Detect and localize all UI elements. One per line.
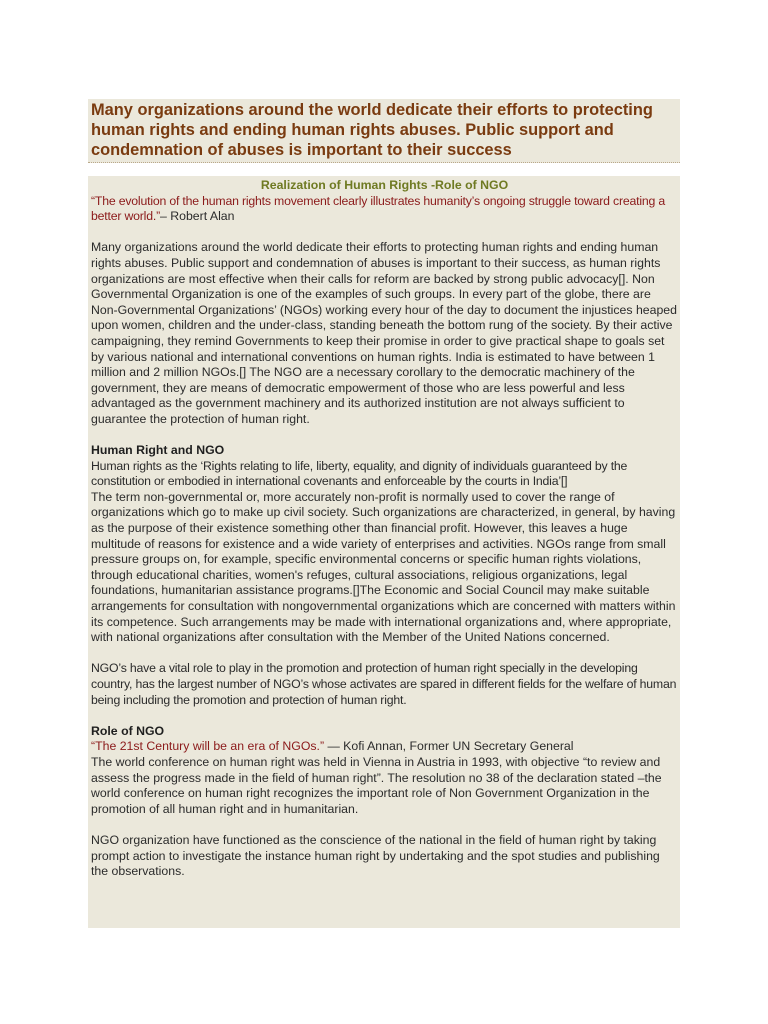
paragraph-3: NGO’s have a vital role to play in the promotion and protection of human right specially in the developing country, has the largest number of NGO’s whose activates are spared in different fields for the welfare of human being including the promotion and protection of human right. (91, 661, 677, 707)
role-quote-attribution: — Kofi Annan, Former UN Secretary General (324, 739, 574, 754)
article-body (88, 176, 680, 928)
paragraph-2b: The term non-governmental or, more accurately non-profit is normally used to cover the range of organizations which go to make up civil society. Such organizations are characterized, in general, by having as the purpose of their existence something other than financial profit. However, this leaves a huge multitude of reasons for existence and a wide variety of enterprises and activities. NGOs range from small pressure groups on, for example, specific environmental concerns or specific human rights violations, through educational charities, women's refuges, cultural associations, religious organizations, legal foundations, humanitarian assistance programs.[]The Economic and Social Council may make suitable arrangements for consultation with nongovernmental organizations which are concerned with matters within its competence. Such arrangements may be made with international organizations and, where appropriate, with national organizations after consultation with the Member of the United Nations concerned. (91, 489, 676, 645)
page-title: Many organizations around the world dedicate their efforts to protecting human rights and ending human rights abuses. Public support and condemnation of abuses is important to their success (91, 101, 653, 159)
paragraph-5: NGO organization have functioned as the conscience of the national in the field of human right by taking prompt action to investigate the instance human right by undertaking and the spot studies and publishing the observations. (91, 832, 660, 879)
intro-quote-attribution: – Robert Alan (159, 209, 235, 224)
paragraph-4: The world conference on human right was held in Vienna in Austria in 1993, with objective “to review and assess the progress made in the field of human right”. The resolution no 38 of the declaration stated –the world conference on human right recognizes the important role of Non Government Organization in the promotion of all human right and in humanitarian. (91, 754, 662, 816)
intro-quote: “The evolution of the human rights movement clearly illustrates humanity’s ongoing struggle toward creating a better world.” (91, 193, 665, 224)
paragraph-2a: Human rights as the ‘Rights relating to life, liberty, equality, and dignity of individuals guaranteed by the constitution or embodied in international covenants and enforceable by the courts in India’[] (91, 458, 628, 489)
role-quote-block (91, 739, 678, 755)
paragraph-1: Many organizations around the world dedicate their efforts to protecting human rights and ending human rights abuses. Public support and condemnation of abuses is important to their success, as human rights organizations are most effective when their calls for reform are backed by strong public advocacy[]. Non Governmental Organization is one of the examples of such groups. In every part of the globe, there are Non-Governmental Organizations’ (NGOs) working every hour of the day to document the injustices heaped upon women, children and the under-class, standing beneath the bottom rung of the society. By their active campaigning, they remind Governments to keep their promise in order to give practical shape to goals set by various national and international conventions on human rights. India is estimated to have between 1 million and 2 million NGOs.[] The NGO are a necessary corollary to the democratic machinery of the government, they are means of democratic empowerment of those who are less powerful and less advantaged as the government machinery and its authorized institution are not always sufficient to guarantee the protection of human right. (91, 240, 677, 426)
spacer (91, 225, 678, 241)
intro-quote-block (91, 194, 678, 225)
spacer (91, 708, 678, 724)
role-quote: “The 21st Century will be an era of NGOs.” (91, 739, 325, 754)
spacer (91, 428, 678, 444)
spacer (91, 817, 678, 833)
spacer (91, 646, 678, 662)
section-title: Realization of Human Rights -Role of NGO (260, 178, 509, 192)
heading-human-right-and-ngo: Human Right and NGO (91, 443, 225, 458)
heading-role-of-ngo: Role of NGO (91, 723, 165, 738)
header-banner (88, 99, 680, 163)
